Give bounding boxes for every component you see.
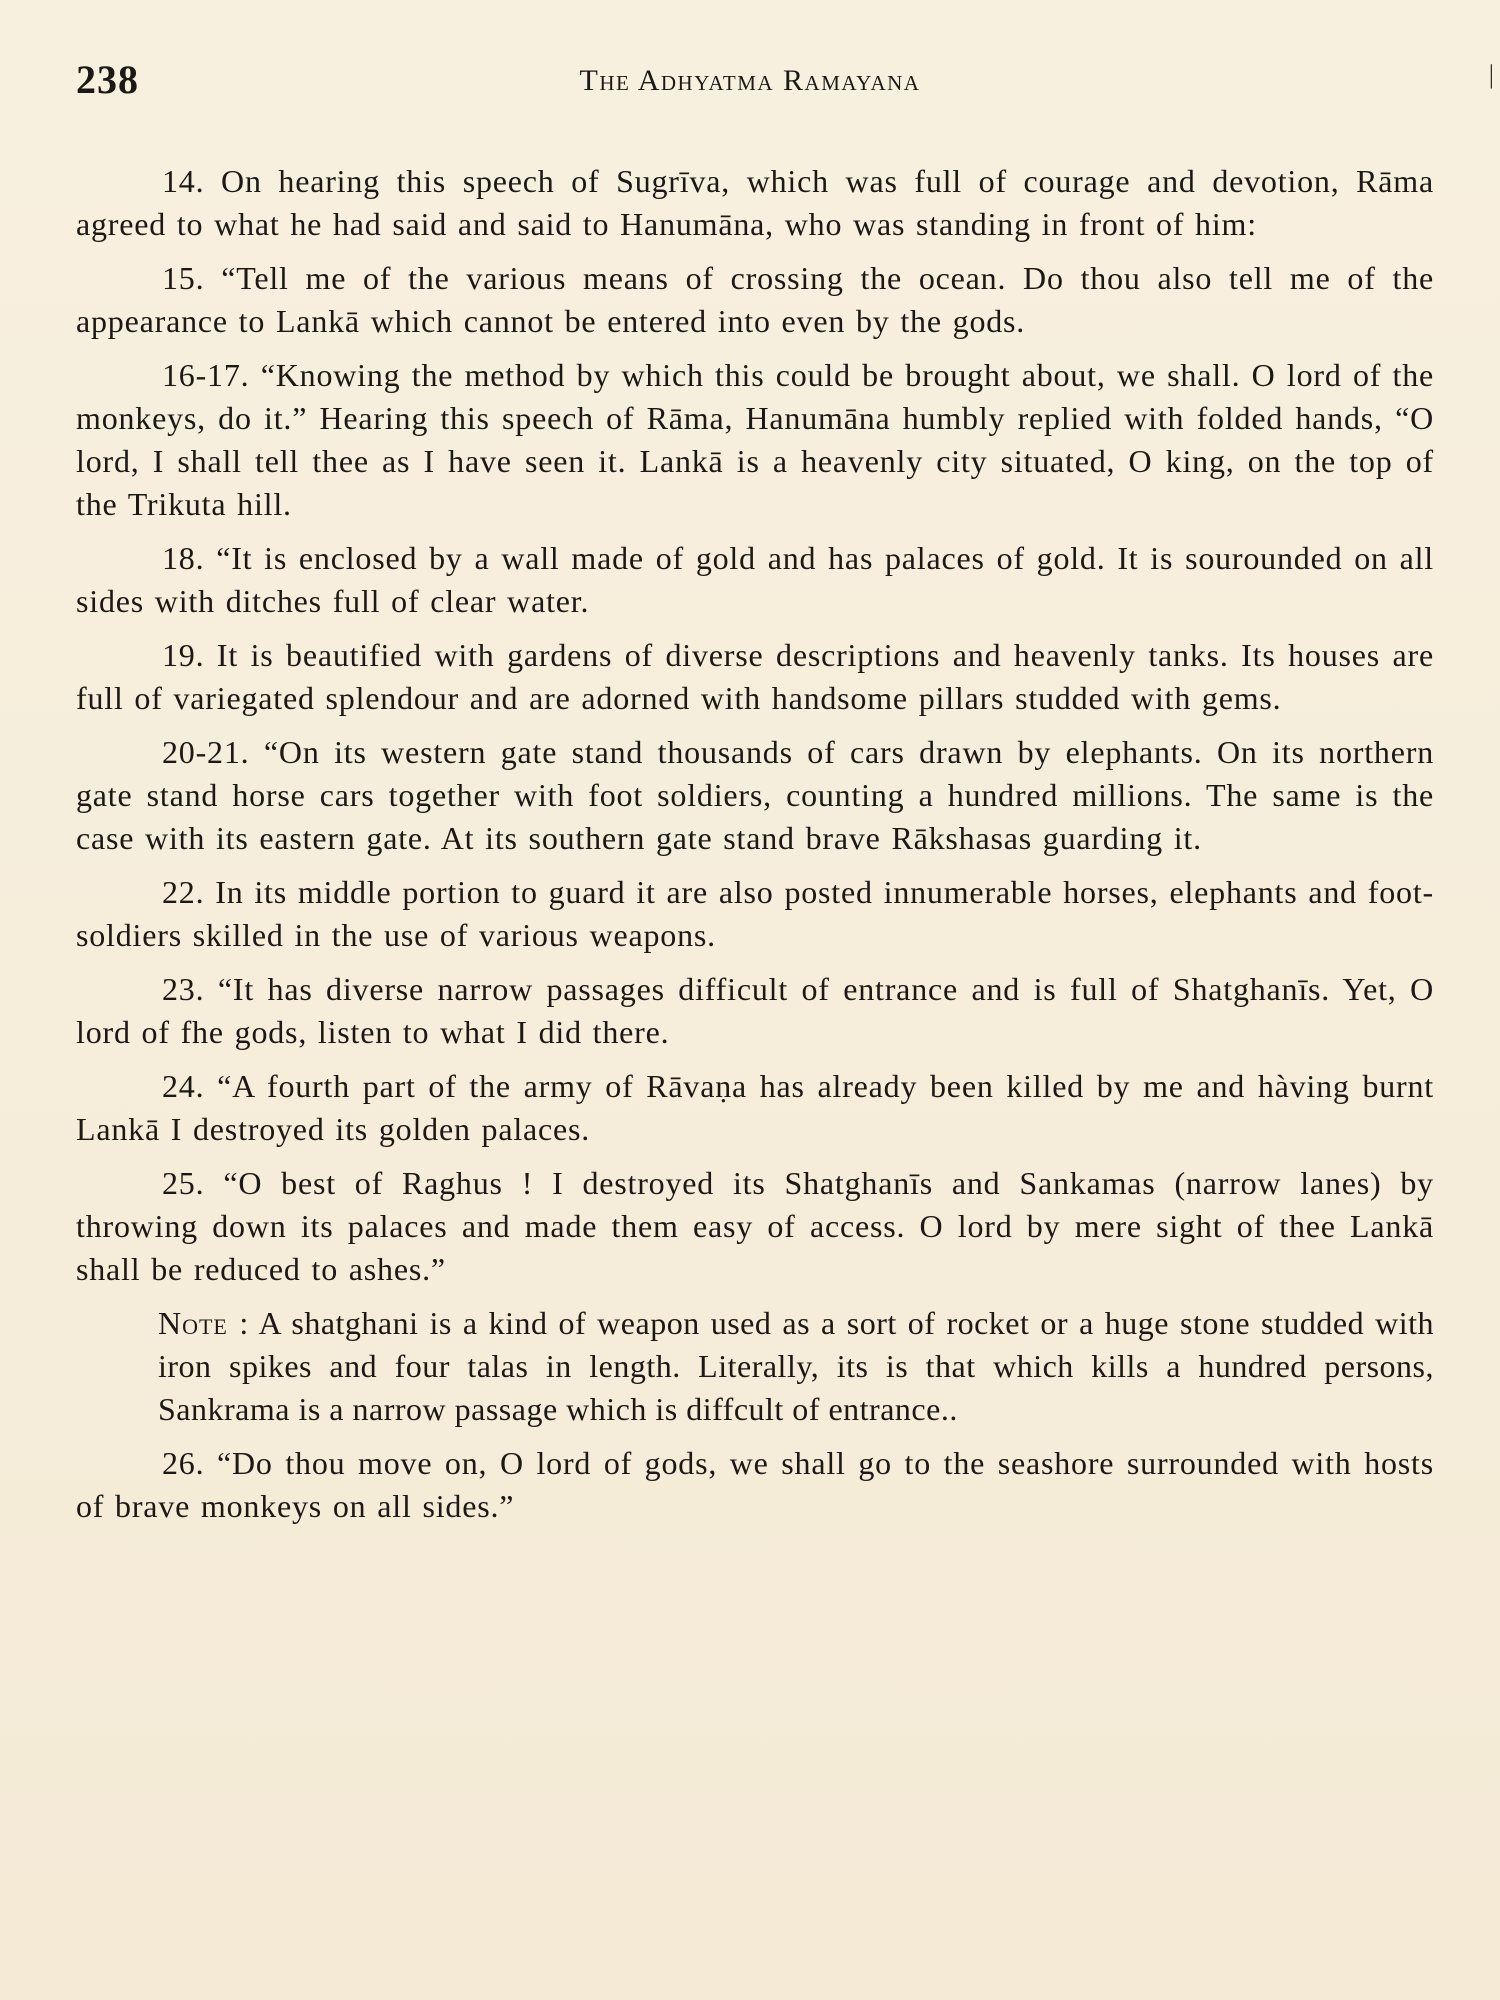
verse-22: 22. In its middle portion to guard it are also posted innumerable horses, elephants and foot-soldiers skilled in the use of various weapons. <box>76 874 1434 953</box>
edge-mark: | <box>1488 60 1494 89</box>
verse-14: 14. On hearing this speech of Sugrīva, which was full of courage and devotion, Rāma agreed to what he had said and said to Hanumāna, who was standing in front of him: <box>76 163 1434 242</box>
page-body <box>76 160 1434 1539</box>
verse-23: 23. “It has diverse narrow passages difficult of entrance and is full of Shatghanīs. Yet, O lord of fhe gods, listen to what I did there. <box>76 971 1434 1050</box>
verse-19: 19. It is beautified with gardens of diverse descriptions and heavenly tanks. Its houses are full of variegated splendour and are adorned with handsome pillars studded with gems. <box>76 637 1434 716</box>
verse-24: 24. “A fourth part of the army of Rāvaṇa has already been killed by me and hàving burnt Lankā I destroyed its golden palaces. <box>76 1068 1434 1147</box>
verse-18: 18. “It is enclosed by a wall made of gold and has palaces of gold. It is sourounded on all sides with ditches full of clear water. <box>76 540 1434 619</box>
verse-25: 25. “O best of Raghus ! I destroyed its Shatghanīs and Sankamas (narrow lanes) by throwing down its palaces and made them easy of access. O lord by mere sight of thee Lankā shall be reduced to ashes.” <box>76 1165 1434 1287</box>
page-header <box>76 56 1424 116</box>
page-number: 238 <box>76 57 139 102</box>
verse-26: 26. “Do thou move on, O lord of gods, we shall go to the seashore surrounded with hosts of brave monkeys on all sides.” <box>76 1445 1434 1524</box>
footnote <box>76 1302 1434 1431</box>
verse-20-21: 20-21. “On its western gate stand thousands of cars drawn by elephants. On its northern gate stand horse cars together with foot soldiers, counting a hundred millions. The same is the case with its eastern gate. At its southern gate stand brave Rākshasas guarding it. <box>76 734 1434 856</box>
note-text: A shatghani is a kind of weapon used as a sort of rocket or a huge stone studded with iron spikes and four talas in length. Literally, its is that which kills a hundred persons, Sankrama is a narrow passage which is diffcult of entrance.. <box>158 1305 1435 1427</box>
note-label: Note : <box>158 1305 250 1341</box>
running-title: The Adhyatma Ramayana <box>579 64 921 97</box>
verse-15: 15. “Tell me of the various means of crossing the ocean. Do thou also tell me of the appearance to Lankā which cannot be entered into even by the gods. <box>76 260 1434 339</box>
verse-16-17: 16-17. “Knowing the method by which this could be brought about, we shall. O lord of the monkeys, do it.” Hearing this speech of Rāma, Hanumāna humbly replied with folded hands, “O lord, I shall tell thee as I have seen it. Lankā is a heavenly city situated, O king, on the top of the Trikuta hill. <box>76 357 1434 522</box>
